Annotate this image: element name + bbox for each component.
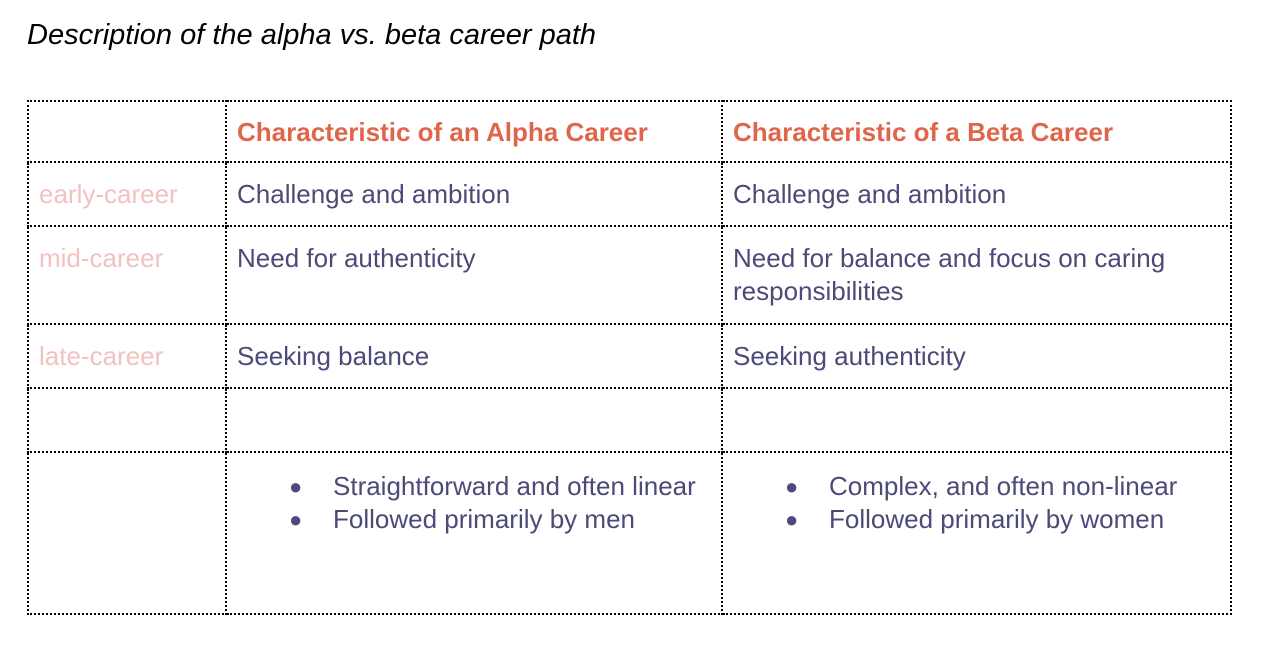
stage-cell (28, 162, 226, 226)
list-item-text: Followed primarily by women (829, 504, 1165, 534)
alpha-cell (226, 324, 722, 388)
table-row (28, 226, 1231, 324)
header-alpha-label: Characteristic of an Alpha Career (237, 117, 648, 147)
list-item-text: Complex, and often non-linear (829, 471, 1178, 501)
beta-cell (722, 324, 1231, 388)
stage-label: mid-career (39, 243, 164, 273)
list-item (289, 470, 711, 503)
stage-label: early-career (39, 179, 178, 209)
career-comparison-table (27, 100, 1232, 615)
alpha-text: Challenge and ambition (237, 179, 511, 209)
alpha-summary-list (237, 470, 711, 536)
beta-text: Need for balance and focus on caring responsibilities (733, 243, 1166, 306)
summary-row (28, 452, 1231, 614)
list-item-text: Followed primarily by men (333, 504, 635, 534)
stage-cell (28, 324, 226, 388)
empty-cell (28, 452, 226, 614)
list-item (785, 503, 1220, 536)
beta-summary-list (733, 470, 1220, 536)
beta-cell (722, 162, 1231, 226)
list-item (785, 470, 1220, 503)
bullet-dot-icon: ● (289, 474, 303, 499)
bullet-dot-icon: ● (289, 507, 303, 532)
stage-label: late-career (39, 341, 164, 371)
list-item (289, 503, 711, 536)
header-cell-alpha (226, 101, 722, 162)
header-beta-label: Characteristic of a Beta Career (733, 117, 1114, 147)
alpha-cell (226, 162, 722, 226)
beta-text: Challenge and ambition (733, 179, 1007, 209)
empty-cell (226, 388, 722, 452)
table-row (28, 324, 1231, 388)
beta-summary-cell (722, 452, 1231, 614)
corner-cell (28, 101, 226, 162)
alpha-text: Seeking balance (237, 341, 430, 371)
stage-cell (28, 226, 226, 324)
empty-row (28, 388, 1231, 452)
empty-cell (28, 388, 226, 452)
bullet-dot-icon: ● (785, 474, 799, 499)
table-header-row (28, 101, 1231, 162)
empty-cell (722, 388, 1231, 452)
beta-cell (722, 226, 1231, 324)
bullet-dot-icon: ● (785, 507, 799, 532)
alpha-cell (226, 226, 722, 324)
beta-text: Seeking authenticity (733, 341, 966, 371)
alpha-text: Need for authenticity (237, 243, 476, 273)
list-item-text: Straightforward and often linear (333, 471, 696, 501)
table-row (28, 162, 1231, 226)
page-title: Description of the alpha vs. beta career path (27, 19, 597, 51)
alpha-summary-cell (226, 452, 722, 614)
header-cell-beta (722, 101, 1231, 162)
